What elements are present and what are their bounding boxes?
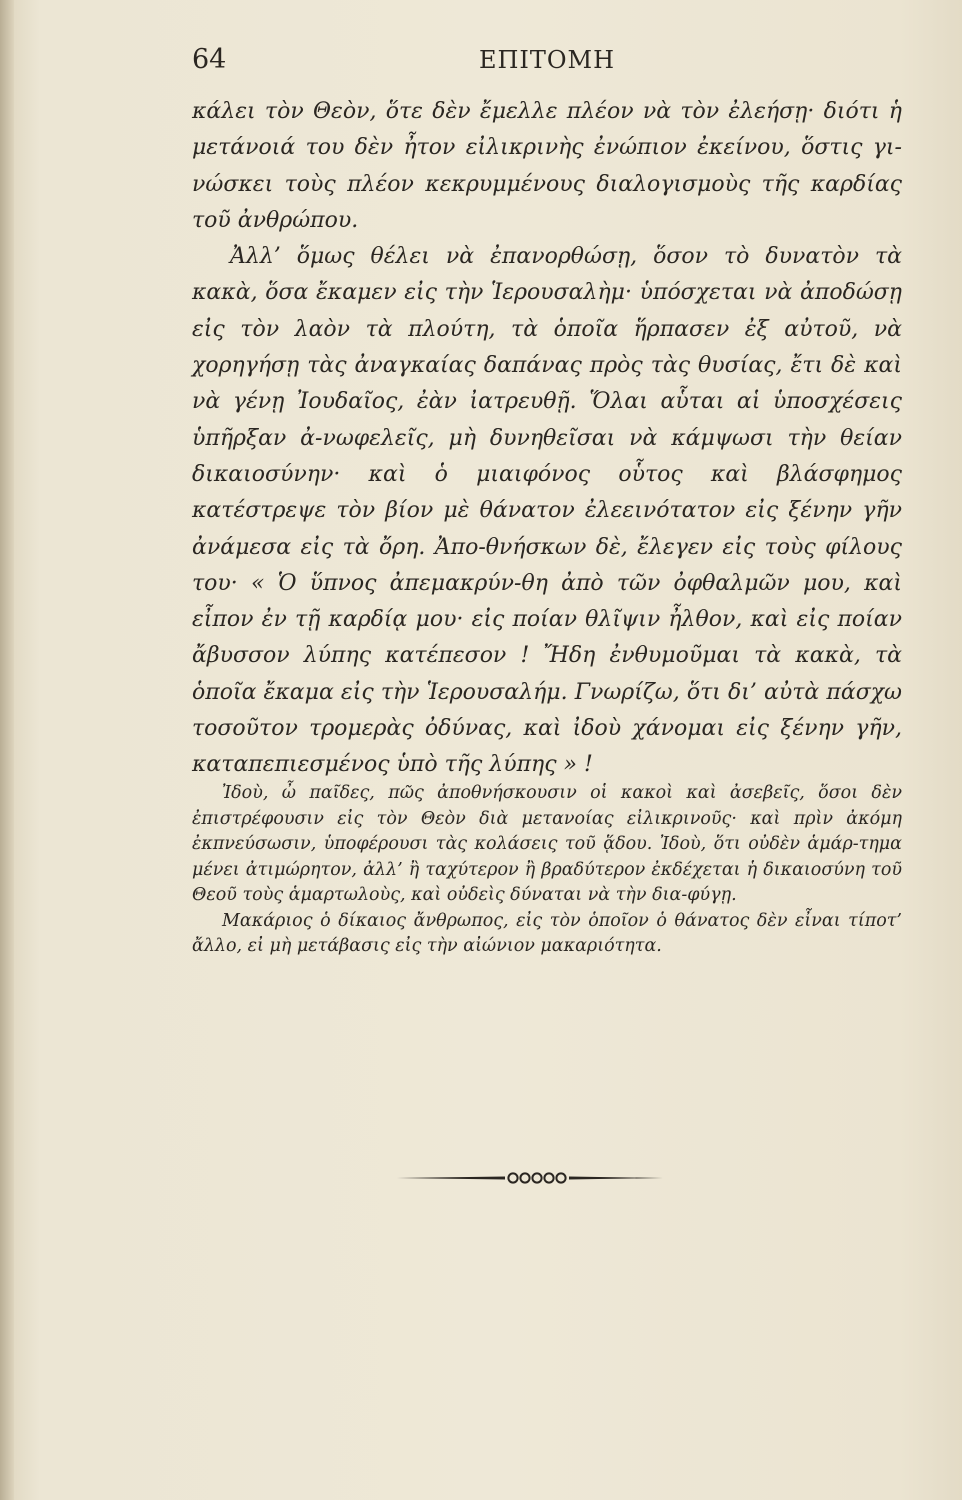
running-head: ΕΠΙΤΟΜΗ xyxy=(478,46,616,74)
moral-note xyxy=(192,781,902,960)
main-text xyxy=(192,94,902,784)
page-header xyxy=(192,44,902,84)
page-binding-edge xyxy=(0,0,14,1500)
body-paragraph: Ἀλλ’ ὅμως θέλει νὰ ἐπανορθώσῃ, ὅσον τὸ δυνατὸν τὰ κακὰ, ὅσα ἔκαμεν εἰς τὴν Ἱερουσαλὴμ· ὑπόσχεται νὰ ἀποδώσῃ εἰς τὸν λαὸν τὰ πλούτη, τὰ ὁποῖα ἥρπασεν ἐξ αὐτοῦ, νὰ χορηγήσῃ τὰς ἀναγκαίας δαπάνας πρὸς τὰς θυσίας, ἔτι δὲ καὶ νὰ γένῃ Ἰουδαῖος, ἐὰν ἰατρευθῇ. Ὅλαι αὗται αἱ ὑποσχέσεις ὑπῆρξαν ἀ-νωφελεῖς, μὴ δυνηθεῖσαι νὰ κάμψωσι τὴν θείαν δικαιοσύνην· καὶ ὁ μιαιφόνος οὗτος καὶ βλάσφημος κατέστρεψε τὸν βίον μὲ θάνατον ἐλεεινότατον εἰς ξένην γῆν ἀνάμεσα εἰς τὰ ὄρη. Ἀπο-θνήσκων δὲ, ἔλεγεν εἰς τοὺς φίλους του· « Ὁ ὕπνος ἀπεμακρύν-θη ἀπὸ τῶν ὀφθαλμῶν μου, καὶ εἶπον ἐν τῇ καρδίᾳ μου· εἰς ποίαν θλῖψιν ἦλθον, καὶ εἰς ποίαν ἄβυσσον λύπης κατέπεσον ! Ἤδη ἐνθυμοῦμαι τὰ κακὰ, τὰ ὁποῖα ἔκαμα εἰς τὴν Ἱερουσαλήμ. Γνωρίζω, ὅτι δι’ αὐτὰ πάσχω τοσοῦτον τρομερὰς ὀδύνας, καὶ ἰδοὺ χάνομαι εἰς ξένην γῆν, καταπεπιεσμένος ὑπὸ τῆς λύπης » ! xyxy=(192,244,902,778)
note-paragraph: Μακάριος ὁ δίκαιος ἄνθρωπος, εἰς τὸν ὁποῖον ὁ θάνατος δὲν εἶναι τίποτ’ ἄλλο, εἰ μὴ μετάβασις εἰς τὴν αἰώνιον μακαριότητα. xyxy=(192,910,902,956)
ornament-rule-icon xyxy=(395,1167,665,1189)
section-end-ornament xyxy=(395,1167,665,1189)
note-paragraph: Ἰδοὺ, ὦ παῖδες, πῶς ἀποθνήσκουσιν οἱ κακοὶ καὶ ἀσεβεῖς, ὅσοι δὲν ἐπιστρέφουσιν εἰς τὸν Θεὸν διὰ μετανοίας εἰλικρινοῦς· καὶ πρὶν ἀκόμη ἐκπνεύσωσιν, ὑποφέρουσι τὰς κολάσεις τοῦ ᾅδου. Ἰδοὺ, ὅτι οὐδὲν ἁμάρ-τημα μένει ἀτιμώρητον, ἀλλ’ ἢ ταχύτερον ἢ βραδύτερον ἐκδέχεται ἡ δικαιοσύνη τοῦ Θεοῦ τοὺς ἁμαρτωλοὺς, καὶ οὐδεὶς δύναται νὰ τὴν δια-φύγῃ. xyxy=(192,783,902,905)
body-paragraph: κάλει τὸν Θεὸν, ὅτε δὲν ἔμελλε πλέον νὰ τὸν ἐλεήσῃ· διότι ἡ μετάνοιά του δὲν ἦτον εἰλικρινὴς ἐνώπιον ἐκείνου, ὅστις γι-νώσκει τοὺς πλέον κεκρυμμένους διαλογισμοὺς τῆς καρδίας τοῦ ἀνθρώπου. xyxy=(192,99,902,233)
page-number: 64 xyxy=(192,44,227,75)
